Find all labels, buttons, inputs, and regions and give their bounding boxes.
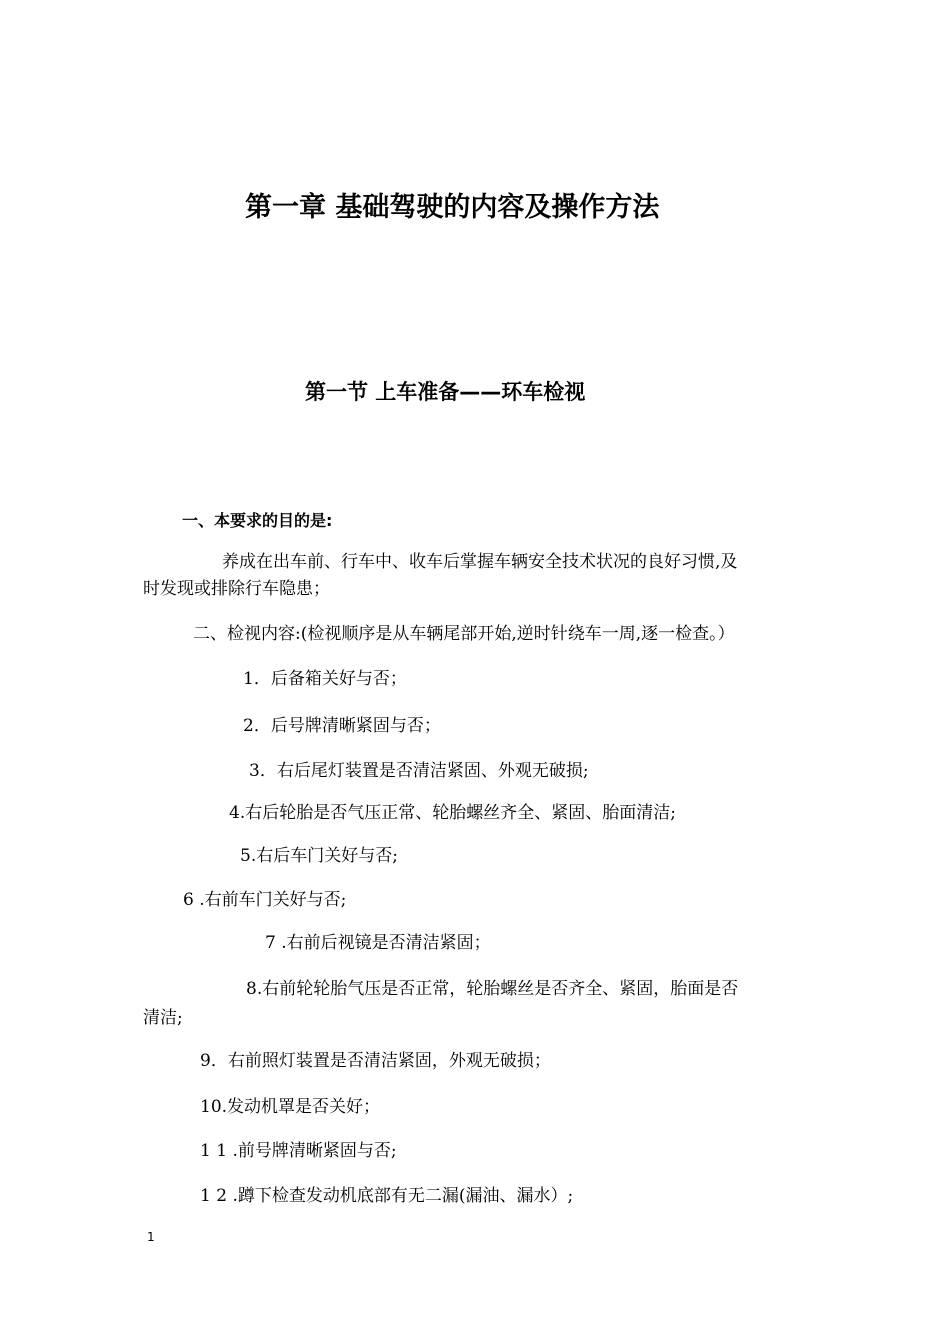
list-item: 3．右后尾灯装置是否清洁紧固、外观无破损; [249, 761, 589, 781]
page-number: 1 [147, 1230, 155, 1244]
inspection-heading: 二、检视内容:(检视顺序是从车辆尾部开始,逆时针绕车一周,逐一检查。） [193, 624, 735, 644]
list-item: 5.右后车门关好与否; [240, 846, 398, 866]
list-item: 10.发动机罩是否关好； [200, 1097, 381, 1117]
chapter-title: 第一章 基础驾驶的内容及操作方法 [245, 192, 660, 223]
list-item-continuation: 清洁; [143, 1008, 183, 1028]
list-item: 9．右前照灯装置是否清洁紧固，外观无破损； [200, 1051, 551, 1071]
section-title: 第一节 上车准备——环车检视 [305, 380, 586, 404]
list-item: 4.右后轮胎是否气压正常、轮胎螺丝齐全、紧固、胎面清洁; [229, 803, 676, 823]
list-item: 1 2 .蹲下检查发动机底部有无二漏(漏油、漏水）; [200, 1186, 574, 1206]
purpose-heading: 一、本要求的目的是: [182, 511, 333, 530]
list-item: 7 .右前后视镜是否清洁紧固； [265, 933, 491, 953]
list-item: 2．后号牌清晰紧固与否； [243, 716, 441, 736]
purpose-line-1: 养成在出车前、行车中、收车后掌握车辆安全技术状况的良好习惯,及 [222, 552, 738, 572]
list-item: 1 1 .前号牌清晰紧固与否; [200, 1141, 397, 1161]
list-item: 6 .右前车门关好与否; [183, 890, 347, 910]
list-item: 1．后备箱关好与否； [243, 669, 407, 689]
purpose-line-2: 时发现或排除行车隐患； [143, 579, 330, 599]
list-item: 8.右前轮轮胎气压是否正常，轮胎螺丝是否齐全、紧固，胎面是否 [246, 979, 739, 999]
